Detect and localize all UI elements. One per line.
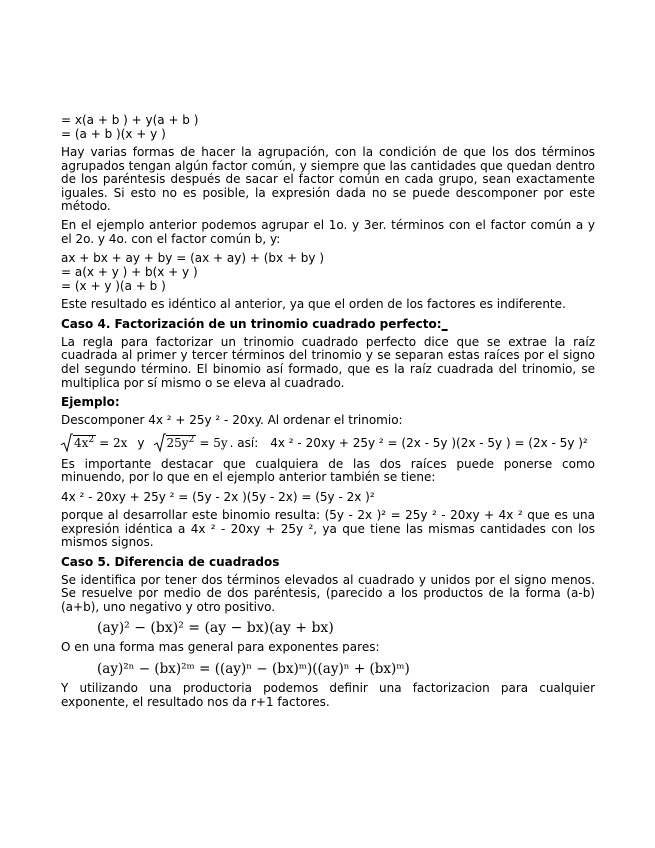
paragraph-porque: porque al desarrollar este binomio resulta: (5y - 2x )² = 25y ² - 20xy + 4x ² que es una expresión idéntica a 4x ² - 20xy + 25y ², ya que tiene las mismas cantidades con los mismos signos. bbox=[61, 507, 595, 550]
equation-line: 4x ² - 20xy + 25y ² = (5y - 2x )(5y - 2x) = (5y - 2x )² bbox=[61, 489, 375, 504]
sqrt-sign-icon bbox=[61, 433, 73, 453]
section-heading-caso-4 bbox=[61, 317, 595, 331]
paragraph-agrupacion: Hay varias formas de hacer la agrupación, con la condición de que los dos términos agrupados tengan algún factor común, y siempre que las cantidades que quedan dentro de los paréntesis después de sacar el factor común en cada grupo, sean exactamente iguales. Si esto no es posible, la expresión dada no se puede descomponer por este método. bbox=[61, 145, 595, 214]
heading-text: Caso 4. Factorización de un trinomio cuadrado perfecto: bbox=[61, 316, 442, 331]
paragraph-general: O en una forma mas general para exponentes pares: bbox=[61, 640, 380, 655]
sqrt-sign-icon bbox=[154, 433, 166, 453]
radical-result: = 5y bbox=[199, 435, 228, 450]
page-content bbox=[61, 113, 595, 714]
paragraph-productoria: Y utilizando una productoria podemos definir una factorizacion para cualquier exponente, el resultado nos da r+1 factores. bbox=[61, 681, 595, 709]
exponent: 2 bbox=[188, 434, 195, 445]
formula-difference-of-squares: (ay)² − (bx)² = (ay − bx)(ay + bx) bbox=[97, 620, 334, 637]
paragraph-regla: La regla para factorizar un trinomio cuadrado perfecto dice que se extrae la raíz cuadrada al primer y tercer términos del trinomio y se separan estas raíces por el signo del segundo término. El binomio así formado, que es la raíz cuadrada del trinomio, se multiplica por sí mismo o se eleva al cuadrado. bbox=[61, 334, 595, 390]
radical-result: = 2x bbox=[99, 435, 128, 450]
heading-trailing-underscore: _ bbox=[441, 316, 448, 331]
equation-line: = x(a + b ) + y(a + b ) bbox=[61, 113, 199, 127]
equation-line: ax + bx + ay + by = (ax + ay) + (bx + by ) bbox=[61, 251, 325, 266]
paragraph-importante: Es importante destacar que cualquiera de las dos raíces puede ponerse como minuendo, por lo que en el ejemplo anterior también se tiene: bbox=[61, 456, 595, 485]
paragraph-resultado: Este resultado es idéntico al anterior, ya que el orden de los factores es indiferente. bbox=[61, 297, 566, 312]
equation-line: = (a + b )(x + y ) bbox=[61, 127, 166, 141]
radical-expression-2 bbox=[154, 433, 228, 453]
radicals-row bbox=[61, 433, 595, 453]
conjunction: y bbox=[137, 435, 145, 450]
paragraph-descomponer: Descomponer 4x ² + 25y ² - 20xy. Al ordenar el trinomio: bbox=[61, 413, 403, 428]
paragraph-ejemplo-anterior: En el ejemplo anterior podemos agrupar el 1o. y 3er. términos con el factor común a y el 2o. y 4o. con el factor común b, y: bbox=[61, 217, 595, 246]
radical-expression-1 bbox=[61, 433, 127, 453]
radicand: 25y bbox=[166, 435, 189, 450]
section-heading-caso-5: Caso 5. Diferencia de cuadrados bbox=[61, 554, 280, 569]
asi-label: . así: bbox=[229, 435, 259, 450]
equation-line: = (x + y )(a + b ) bbox=[61, 279, 166, 294]
paragraph-identifica: Se identifica por tener dos términos elevados al cuadrado y unidos por el signo menos. Se resuelve por medio de dos paréntesis, (parecido a los productos de la forma (a-b)(a+b), uno negativo y otro positivo. bbox=[61, 572, 595, 614]
example-label: Ejemplo: bbox=[61, 395, 120, 410]
equation-line: = a(x + y ) + b(x + y ) bbox=[61, 265, 198, 280]
asi-equation: 4x ² - 20xy + 25y ² = (2x - 5y )(2x - 5y ) = (2x - 5y )² bbox=[270, 435, 588, 450]
formula-even-exponents: (ay)²ⁿ − (bx)²ᵐ = ((ay)ⁿ − (bx)ᵐ)((ay)ⁿ + (bx)ᵐ) bbox=[97, 661, 410, 678]
exponent: 2 bbox=[88, 434, 95, 445]
radicand: 4x bbox=[74, 435, 89, 450]
